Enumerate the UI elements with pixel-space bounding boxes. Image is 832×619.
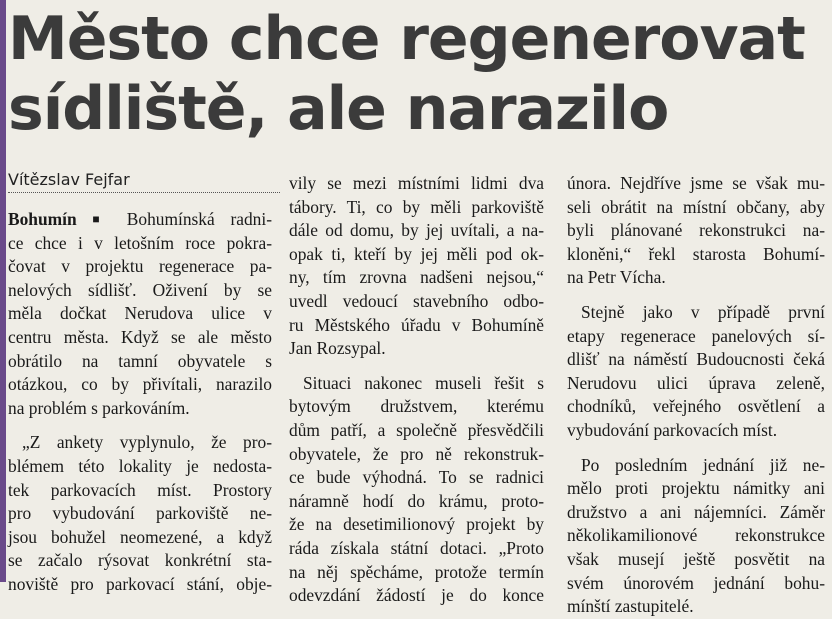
text-line: dům patří, a společně přesvědčili	[289, 419, 544, 440]
text-line: čovat v projektu regenerace pa-	[8, 256, 272, 277]
text-line: na něj spěcháme, protože termín	[289, 561, 544, 582]
accent-bar	[0, 0, 6, 582]
text-line: svém únorovém jednání bohu-	[567, 572, 825, 593]
text-line: však musejí ještě posvětit na	[567, 548, 825, 569]
text-line: seli obrátit na místní občany, aby	[567, 196, 825, 217]
text-line: měla dočkat Nerudova ulice v	[8, 303, 272, 324]
text-line: blémem této lokality je nedosta-	[8, 455, 272, 476]
article-column-1	[8, 208, 272, 597]
headline-line: Město chce regenerovat	[8, 4, 805, 74]
text-line: Jan Rozsypal.	[289, 338, 386, 359]
text-line: centru města. Když se ale město	[8, 326, 272, 347]
text-line: náramně hodí do krámu, proto-	[289, 490, 544, 511]
text-line: pro vybudování parkoviště ne-	[8, 503, 272, 524]
text-line: ru Městského úřadu v Bohumíně	[289, 314, 544, 335]
text-line: ce bude výhodná. To se radnici	[289, 467, 544, 488]
text-line: „Z ankety vyplynulo, že pro-	[22, 432, 272, 453]
text-line: na Petr Vícha.	[567, 267, 666, 288]
text-line: Po posledním jednání již ne-	[581, 454, 825, 475]
text-line: mělo proti projektu námitky ani	[567, 478, 825, 499]
text-line: nelových sídlišť. Oživení by se	[8, 279, 272, 300]
paragraph-gap	[567, 443, 825, 454]
text-line: že na desetimilionový projekt by	[289, 514, 544, 535]
text-line: etapy regenerace panelových sí-	[567, 325, 825, 346]
paragraph-gap	[567, 290, 825, 301]
text-line: otázkou, co by přivítali, narazilo	[8, 374, 272, 395]
text-line: chodníků, veřejného osvětlení a	[567, 396, 825, 417]
text-line: dále od domu, by jej uvítali, a na-	[289, 220, 544, 241]
text-line: ny, tím zrovna nadšeni nejsou,“	[289, 267, 544, 288]
paragraph-gap	[289, 361, 544, 372]
text-line: bytovým družstvem, kterému	[289, 396, 544, 417]
text-line: února. Nejdříve jsme se však mu-	[567, 173, 825, 193]
text-line: několikamilionové rekonstrukce	[567, 525, 825, 546]
article-column-2	[289, 172, 544, 608]
text-line: obyvatele, že pro ně rekonstruk-	[289, 443, 544, 464]
text-line: byli plánované rekonstrukci na-	[567, 220, 825, 241]
dateline: Bohumín	[8, 209, 77, 229]
text-line: tábory. Ti, co by měli parkoviště	[289, 196, 544, 217]
headline	[8, 4, 828, 144]
article-column-3	[567, 172, 825, 619]
author-byline: Vítězslav Fejfar	[8, 170, 130, 189]
text-line: mínští zastupitelé.	[567, 596, 694, 617]
text-line: družstvo a ani nájemníci. Záměr	[567, 501, 825, 522]
text-line: noviště pro parkovací stání, obje-	[8, 573, 272, 594]
text-line: vybudování parkovacích míst.	[567, 419, 778, 440]
paragraph-gap	[8, 420, 272, 431]
bullet-dot-icon: ■	[92, 212, 112, 226]
text-line: uvedl vedoucí stavebního odbo-	[289, 290, 544, 311]
text-line: Nerudovu ulici úprava zeleně,	[567, 372, 825, 393]
text-line: se začalo rýsovat konkrétní sta-	[8, 550, 272, 571]
line-text: Bohumínská radni-	[126, 209, 272, 229]
text-line	[8, 208, 272, 232]
text-line: ce chce i v letošním roce pokra-	[8, 232, 272, 253]
text-line: dlišť na náměstí Budoucnosti čeká	[567, 349, 825, 370]
text-line: kloněni,“ řekl starosta Bohumí-	[567, 243, 825, 264]
text-line: Situaci nakonec museli řešit s	[303, 372, 544, 393]
text-line: tek parkovacích míst. Prostory	[8, 479, 272, 500]
text-line: na problém s parkováním.	[8, 397, 190, 418]
text-line: vily se mezi místními lidmi dva	[289, 173, 544, 193]
text-line: Stejně jako v případě první	[581, 301, 825, 322]
text-line: obrátilo na tamní obyvatele s	[8, 350, 272, 371]
text-line: jsou bohužel neomezené, a když	[8, 526, 272, 547]
headline-line: sídliště, ale narazilo	[8, 74, 669, 144]
text-line: opak ti, kteří by jej měli pod ok-	[289, 243, 544, 264]
text-line: odevzdání žádostí je do konce	[289, 585, 544, 606]
text-line: ráda získala státní dotaci. „Proto	[289, 537, 544, 558]
byline-divider	[8, 192, 280, 193]
